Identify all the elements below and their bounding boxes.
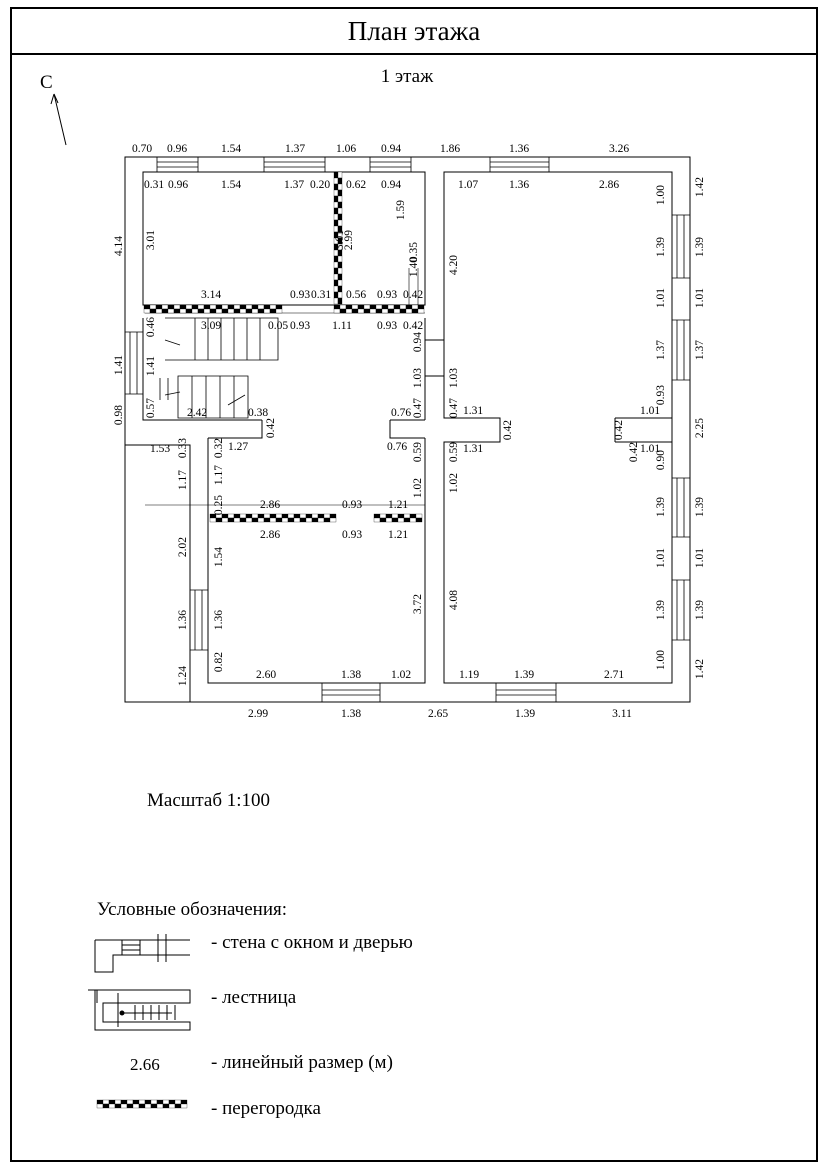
- dimension-label: 1.37: [655, 339, 667, 361]
- dimension-label: 1.02: [448, 472, 460, 494]
- dimension-label: 1.31: [462, 405, 484, 417]
- legend-partition-icon: [97, 1100, 187, 1108]
- room-bottom-left: [208, 417, 425, 683]
- dimension-leaders: [145, 268, 425, 505]
- dimension-label: 0.42: [402, 320, 424, 332]
- north-label: С: [40, 72, 53, 93]
- scale-label: Масштаб 1:100: [147, 790, 271, 811]
- legend-partition-band: [97, 1100, 187, 1108]
- dimension-label: 2.25: [694, 417, 706, 439]
- dimension-label: 2.65: [427, 708, 449, 720]
- dimension-label: 0.42: [613, 419, 625, 441]
- dimension-label: 1.02: [412, 477, 424, 499]
- dimension-label: 1.00: [655, 649, 667, 671]
- dimension-label: 0.31: [310, 289, 332, 301]
- dimension-label: 0.47: [448, 397, 460, 419]
- page-title: План этажа: [12, 9, 816, 55]
- dimension-label: 0.93: [376, 320, 398, 332]
- dimension-label: 0.76: [386, 441, 408, 453]
- dimension-label: 1.24: [177, 665, 189, 687]
- dimension-label: 1.42: [694, 658, 706, 680]
- dimension-label: 0.32: [213, 437, 225, 459]
- windows: [125, 157, 690, 702]
- dimension-label: 2.71: [603, 669, 625, 681]
- dimension-label: 1.37: [694, 339, 706, 361]
- dimension-label: 0.98: [113, 404, 125, 426]
- dimension-label: 1.39: [655, 599, 667, 621]
- dimension-label: 3.14: [200, 289, 222, 301]
- dimension-label: 1.36: [508, 179, 530, 191]
- dimension-label: 0.70: [131, 143, 153, 155]
- dimension-label: 1.21: [387, 529, 409, 541]
- dimension-label: 1.01: [639, 405, 661, 417]
- dimension-label: 0.35: [408, 241, 420, 263]
- dimension-label: 1.39: [655, 496, 667, 518]
- dimension-label: 1.21: [387, 499, 409, 511]
- dimension-label: 1.39: [694, 236, 706, 258]
- partition-top-right: [334, 305, 424, 313]
- dimension-label: 3.01: [334, 229, 346, 251]
- dimension-label: 1.38: [340, 708, 362, 720]
- dimension-label: 1.39: [655, 236, 667, 258]
- legend-wall-label: - стена с окном и дверью: [211, 932, 413, 953]
- legend-stairs-icon: [88, 990, 190, 1030]
- dimension-label: 0.33: [177, 437, 189, 459]
- legend-stairs-label: - лестница: [211, 987, 297, 1008]
- legend-dim-sample: 2.66: [130, 1055, 160, 1074]
- dimension-label: 1.36: [508, 143, 530, 155]
- dimension-label: 2.86: [259, 529, 281, 541]
- dimension-label: 0.94: [380, 143, 402, 155]
- dimension-label: 1.03: [412, 367, 424, 389]
- dimension-label: 1.01: [639, 443, 661, 455]
- dimension-label: 0.93: [341, 529, 363, 541]
- dimension-label: 0.62: [345, 179, 367, 191]
- dimension-label: 1.37: [283, 179, 305, 191]
- dimension-label: 2.86: [259, 499, 281, 511]
- dimension-label: 1.06: [335, 143, 357, 155]
- dimension-label: 1.31: [462, 443, 484, 455]
- dimension-label: 1.03: [448, 367, 460, 389]
- dimension-label: 2.60: [255, 669, 277, 681]
- dimension-label: 0.47: [412, 397, 424, 419]
- dimension-label: 0.96: [167, 179, 189, 191]
- dimension-label: 1.01: [694, 547, 706, 569]
- dimension-label: 2.99: [343, 229, 355, 251]
- dimension-label: 1.36: [177, 609, 189, 631]
- dimension-label: 1.37: [284, 143, 306, 155]
- dimension-label: 1.02: [390, 669, 412, 681]
- dimension-label: 1.07: [457, 179, 479, 191]
- dimension-label: 1.41: [145, 355, 157, 377]
- legend-dim-label: - линейный размер (м): [211, 1052, 393, 1073]
- dimension-label: 0.25: [213, 494, 225, 516]
- dimension-label: 3.72: [412, 593, 424, 615]
- dimension-label: 0.20: [309, 179, 331, 191]
- legend-partition-label: - перегородка: [211, 1098, 321, 1119]
- dimension-label: 0.93: [655, 384, 667, 406]
- dimension-label: 0.93: [341, 499, 363, 511]
- dimension-label: 1.01: [655, 287, 667, 309]
- dimension-label: 1.41: [113, 354, 125, 376]
- dimension-label: 1.11: [332, 320, 352, 332]
- dimension-label: 1.17: [213, 464, 225, 486]
- dimension-label: 1.39: [513, 669, 535, 681]
- dimension-label: 1.86: [439, 143, 461, 155]
- dimension-label: 0.57: [145, 397, 157, 419]
- dimension-label: 1.54: [213, 546, 225, 568]
- dimension-label: 1.01: [694, 287, 706, 309]
- dimension-label: 0.31: [143, 179, 165, 191]
- dimension-label: 2.86: [598, 179, 620, 191]
- dimension-label: 0.96: [166, 143, 188, 155]
- dimension-label: 1.17: [177, 469, 189, 491]
- dimension-label: 0.93: [289, 320, 311, 332]
- dimension-label: 1.27: [227, 441, 249, 453]
- dimension-label: 0.59: [412, 441, 424, 463]
- dimension-label: 1.39: [514, 708, 536, 720]
- dimension-label: 0.42: [402, 289, 424, 301]
- dimension-label: 0.42: [628, 441, 640, 463]
- dimension-label: 0.42: [265, 417, 277, 439]
- dimension-label: 1.53: [149, 443, 171, 455]
- dimension-label: 0.56: [345, 289, 367, 301]
- dimension-label: 0.42: [502, 419, 514, 441]
- dimension-label: 0.76: [390, 407, 412, 419]
- partition-top-left: [144, 305, 282, 313]
- dimension-label: 1.40: [408, 256, 420, 278]
- dimension-label: 1.54: [220, 143, 242, 155]
- dimension-label: 2.02: [177, 536, 189, 558]
- legend-heading: Условные обозначения:: [97, 899, 288, 920]
- outer-wall: [125, 157, 690, 702]
- stairs: [160, 318, 278, 418]
- dimension-label: 0.82: [213, 651, 225, 673]
- dimension-label: 4.14: [113, 235, 125, 257]
- north-arrow-icon: [51, 94, 66, 145]
- dimension-label: 3.26: [608, 143, 630, 155]
- legend-wall-icon: [95, 934, 190, 972]
- dimension-label: 4.08: [448, 589, 460, 611]
- partition-mid-right: [374, 514, 422, 522]
- partitions: [144, 172, 424, 522]
- dimension-label: 0.93: [289, 289, 311, 301]
- dimension-label: 1.59: [395, 199, 407, 221]
- dimension-label: 1.39: [694, 599, 706, 621]
- dimension-label: 1.38: [340, 669, 362, 681]
- dimension-label: 1.01: [655, 547, 667, 569]
- partition-mid-left: [210, 514, 336, 522]
- dimension-label: 1.39: [694, 496, 706, 518]
- dimension-label: 0.46: [145, 316, 157, 338]
- dimension-label: 4.20: [448, 254, 460, 276]
- dimension-label: 1.36: [213, 609, 225, 631]
- floor-label: 1 этаж: [380, 66, 434, 87]
- dimension-label: 0.94: [380, 179, 402, 191]
- dimension-label: 0.59: [448, 441, 460, 463]
- dimension-label: 0.38: [247, 407, 269, 419]
- dimension-label: 0.90: [655, 449, 667, 471]
- dimension-label: 0.05: [267, 320, 289, 332]
- dimension-label: 3.09: [200, 320, 222, 332]
- dimension-label: 2.42: [186, 407, 208, 419]
- dimension-label: 1.42: [694, 176, 706, 198]
- dimension-label: 1.19: [458, 669, 480, 681]
- room-top-left: [143, 172, 425, 305]
- corridor: [143, 318, 444, 420]
- dimension-label: 2.99: [247, 708, 269, 720]
- dimension-label: 1.54: [220, 179, 242, 191]
- dimension-label: 3.01: [145, 229, 157, 251]
- dimension-label: 0.93: [376, 289, 398, 301]
- dimension-label: 0.94: [412, 331, 424, 353]
- dimension-label: 1.00: [655, 184, 667, 206]
- dimension-label: 3.11: [612, 708, 632, 720]
- room-right: [444, 172, 672, 683]
